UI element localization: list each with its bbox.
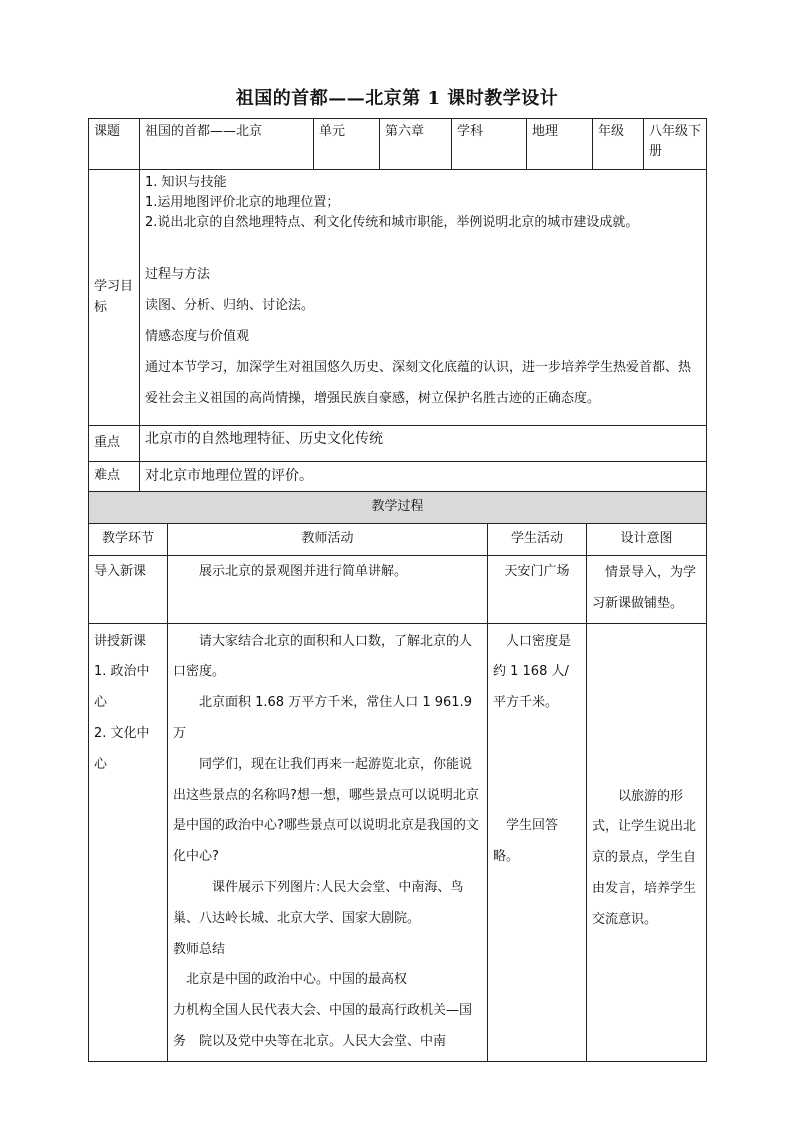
teacher-line: 力机构全国人民代表大会、中国的最高行政机关—国务 院以及党中央等在北京。人民大会堂、中南 <box>173 1003 473 1049</box>
student-line: 人口密度是约 1 168 人/平方千米。 <box>493 633 572 711</box>
intro-teacher: 展示北京的景观图并进行简单讲解。 <box>168 556 488 624</box>
teacher-line: 同学们，现在让我们再来一起游览北京，你能说出这些景点的名称吗?想一想，哪些景点可以说明北京是中国的政治中心?哪些景点可以说明北京是我国的文化中心? <box>173 756 479 865</box>
lesson-stage: 讲授新课 <box>94 633 147 649</box>
subject-label: 学科 <box>452 119 527 170</box>
objective-line: 1. 知识与技能 <box>145 175 227 190</box>
process-table <box>88 491 707 1062</box>
objectives-content <box>140 170 707 426</box>
column-header: 设计意图 <box>587 524 707 556</box>
teacher-line: 请大家结合北京的面积和人口数，了解北京的人口密度。 <box>173 633 473 680</box>
objective-line: 情感态度与价值观 <box>145 329 250 345</box>
grade-label: 年级 <box>593 119 644 170</box>
column-header: 学生活动 <box>488 524 587 556</box>
unit-label: 单元 <box>314 119 380 170</box>
lesson-intent: 以旅游的形式，让学生说出北京的景点，学生自由发言，培养学生交流意识。 <box>592 788 697 927</box>
lesson-stage: 2. 文化中心 <box>94 725 150 772</box>
objective-line: 2.说出北京的自然地理特点、利文化传统和城市职能，举例说明北京的城市建设成就。 <box>145 215 639 231</box>
teacher-line: 北京是中国的政治中心。中国的最高权 <box>186 972 408 988</box>
lesson-stage: 1. 政治中心 <box>94 664 150 711</box>
unit-value: 第六章 <box>380 119 452 170</box>
objective-line: 过程与方法 <box>145 267 211 283</box>
key-point-label: 重点 <box>89 426 140 462</box>
column-header: 教学环节 <box>89 524 168 556</box>
intro-stage: 导入新课 <box>89 556 168 624</box>
teacher-line: 北京面积 1.68 万平方千米，常住人口 1 961.9 万 <box>173 695 472 741</box>
column-header: 教师活动 <box>168 524 488 556</box>
info-table <box>88 118 707 492</box>
objective-line: 读图、分析、归纳、讨论法。 <box>145 298 315 314</box>
difficulty-value: 对北京市地理位置的评价。 <box>140 462 707 492</box>
student-line: 学生回答略。 <box>493 817 559 864</box>
page-title: 祖国的首都——北京第 1 课时教学设计 <box>235 88 559 109</box>
subject-value: 地理 <box>527 119 593 170</box>
objectives-label: 学习目标 <box>89 170 140 426</box>
process-header: 教学过程 <box>89 492 707 524</box>
teacher-line: 教师总结 <box>173 941 226 957</box>
lesson-stage-cell <box>89 623 168 1061</box>
teacher-line: 课件展示下列图片:人民大会堂、中南海、鸟巢、八达岭长城、北京大学、国家大剧院。 <box>173 879 464 926</box>
grade-value: 八年级下册 <box>644 119 707 170</box>
difficulty-label: 难点 <box>89 462 140 492</box>
topic-label: 课题 <box>89 119 140 170</box>
objective-line: 1.运用地图评价北京的地理位置； <box>145 195 340 211</box>
objective-line: 通过本节学习，加深学生对祖国悠久历史、深刻文化底蕴的认识，进一步培养学生热爱首都、热爱社会主义祖国的高尚情操，增强民族自豪感，树立保护名胜古迹的正确态度。 <box>145 360 692 407</box>
lesson-intent-cell <box>587 623 707 1061</box>
intro-student: 天安门广场 <box>488 556 587 624</box>
intro-intent: 情景导入，为学习新课做铺垫。 <box>592 565 697 611</box>
key-point-value: 北京市的自然地理特征、历史文化传统 <box>140 426 707 462</box>
lesson-student-cell <box>488 623 587 1061</box>
lesson-teacher-cell <box>168 623 488 1061</box>
topic-value: 祖国的首都——北京 <box>140 119 314 170</box>
intro-intent-cell <box>587 556 707 624</box>
